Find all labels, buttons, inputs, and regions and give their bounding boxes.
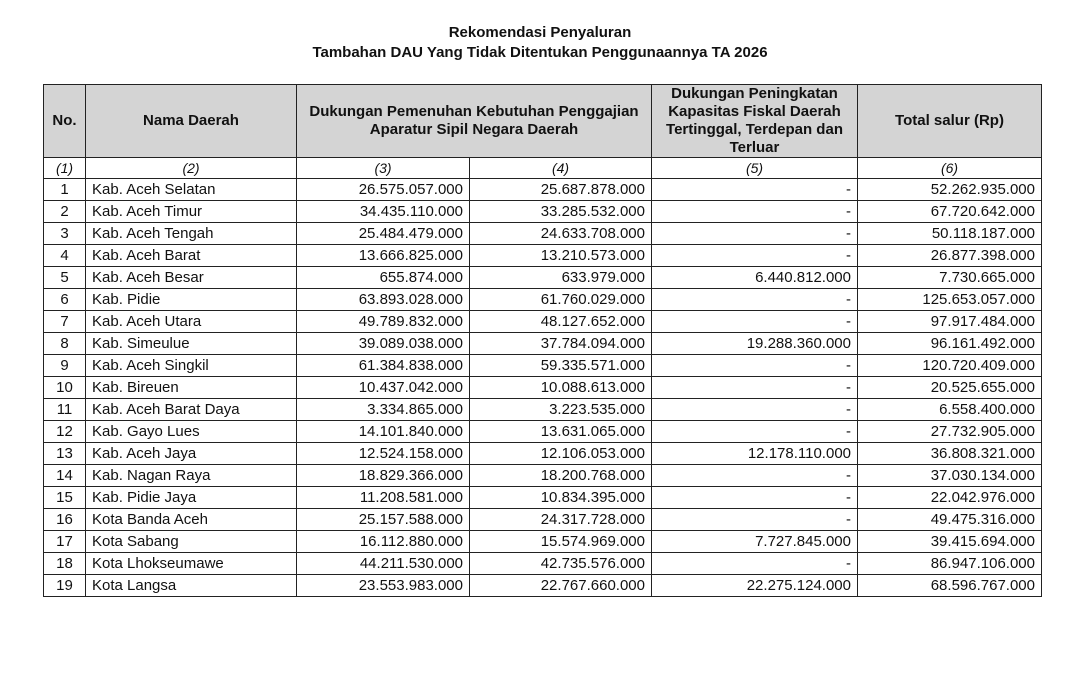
- region-name: Kab. Aceh Tengah: [86, 223, 297, 245]
- kapasitas-fiskal-value: -: [652, 289, 858, 311]
- penggajian-value-3: 63.893.028.000: [297, 289, 470, 311]
- row-number: 8: [44, 333, 86, 355]
- penggajian-value-3: 18.829.366.000: [297, 465, 470, 487]
- kapasitas-fiskal-value: 19.288.360.000: [652, 333, 858, 355]
- kapasitas-fiskal-value: 12.178.110.000: [652, 443, 858, 465]
- header-dukungan-kapasitas: Dukungan Peningkatan Kapasitas Fiskal Daerah Tertinggal, Terdepan dan Terluar: [652, 85, 858, 158]
- total-salur-value: 26.877.398.000: [858, 245, 1042, 267]
- table-row: [44, 223, 1042, 245]
- penggajian-value-3: 12.524.158.000: [297, 443, 470, 465]
- penggajian-value-4: 22.767.660.000: [470, 575, 652, 597]
- penggajian-value-3: 25.484.479.000: [297, 223, 470, 245]
- column-number: (6): [858, 158, 1042, 179]
- total-salur-value: 97.917.484.000: [858, 311, 1042, 333]
- row-number: 17: [44, 531, 86, 553]
- penggajian-value-4: 24.317.728.000: [470, 509, 652, 531]
- table-row: [44, 443, 1042, 465]
- region-name: Kab. Aceh Selatan: [86, 179, 297, 201]
- region-name: Kota Banda Aceh: [86, 509, 297, 531]
- penggajian-value-4: 25.687.878.000: [470, 179, 652, 201]
- table-row: [44, 355, 1042, 377]
- region-name: Kota Lhokseumawe: [86, 553, 297, 575]
- penggajian-value-4: 48.127.652.000: [470, 311, 652, 333]
- column-number: (2): [86, 158, 297, 179]
- header-dukungan-penggajian: Dukungan Pemenuhan Kebutuhan Penggajian Aparatur Sipil Negara Daerah: [297, 85, 652, 158]
- row-number: 6: [44, 289, 86, 311]
- table-row: [44, 179, 1042, 201]
- penggajian-value-4: 10.088.613.000: [470, 377, 652, 399]
- penggajian-value-4: 18.200.768.000: [470, 465, 652, 487]
- penggajian-value-3: 61.384.838.000: [297, 355, 470, 377]
- kapasitas-fiskal-value: -: [652, 311, 858, 333]
- penggajian-value-3: 39.089.038.000: [297, 333, 470, 355]
- region-name: Kab. Aceh Timur: [86, 201, 297, 223]
- kapasitas-fiskal-value: -: [652, 377, 858, 399]
- column-number: (3): [297, 158, 470, 179]
- table-row: [44, 487, 1042, 509]
- region-name: Kab. Aceh Singkil: [86, 355, 297, 377]
- penggajian-value-4: 42.735.576.000: [470, 553, 652, 575]
- total-salur-value: 49.475.316.000: [858, 509, 1042, 531]
- allocation-table: [43, 84, 1042, 597]
- row-number: 10: [44, 377, 86, 399]
- region-name: Kab. Simeulue: [86, 333, 297, 355]
- table-row: [44, 289, 1042, 311]
- penggajian-value-3: 34.435.110.000: [297, 201, 470, 223]
- kapasitas-fiskal-value: -: [652, 465, 858, 487]
- column-number-row: [44, 158, 1042, 179]
- penggajian-value-4: 61.760.029.000: [470, 289, 652, 311]
- penggajian-value-3: 11.208.581.000: [297, 487, 470, 509]
- kapasitas-fiskal-value: -: [652, 355, 858, 377]
- penggajian-value-3: 25.157.588.000: [297, 509, 470, 531]
- total-salur-value: 22.042.976.000: [858, 487, 1042, 509]
- column-number: (1): [44, 158, 86, 179]
- region-name: Kab. Aceh Barat Daya: [86, 399, 297, 421]
- table-row: [44, 267, 1042, 289]
- region-name: Kota Sabang: [86, 531, 297, 553]
- table-row: [44, 575, 1042, 597]
- region-name: Kab. Pidie Jaya: [86, 487, 297, 509]
- total-salur-value: 6.558.400.000: [858, 399, 1042, 421]
- table-row: [44, 509, 1042, 531]
- region-name: Kab. Aceh Jaya: [86, 443, 297, 465]
- penggajian-value-3: 655.874.000: [297, 267, 470, 289]
- penggajian-value-3: 49.789.832.000: [297, 311, 470, 333]
- row-number: 15: [44, 487, 86, 509]
- total-salur-value: 86.947.106.000: [858, 553, 1042, 575]
- total-salur-value: 68.596.767.000: [858, 575, 1042, 597]
- penggajian-value-4: 24.633.708.000: [470, 223, 652, 245]
- row-number: 5: [44, 267, 86, 289]
- column-number: (5): [652, 158, 858, 179]
- row-number: 11: [44, 399, 86, 421]
- row-number: 13: [44, 443, 86, 465]
- penggajian-value-4: 15.574.969.000: [470, 531, 652, 553]
- row-number: 9: [44, 355, 86, 377]
- penggajian-value-4: 33.285.532.000: [470, 201, 652, 223]
- row-number: 4: [44, 245, 86, 267]
- kapasitas-fiskal-value: 6.440.812.000: [652, 267, 858, 289]
- kapasitas-fiskal-value: -: [652, 399, 858, 421]
- table-row: [44, 311, 1042, 333]
- penggajian-value-4: 10.834.395.000: [470, 487, 652, 509]
- kapasitas-fiskal-value: -: [652, 179, 858, 201]
- total-salur-value: 96.161.492.000: [858, 333, 1042, 355]
- penggajian-value-4: 13.210.573.000: [470, 245, 652, 267]
- penggajian-value-4: 13.631.065.000: [470, 421, 652, 443]
- table-row: [44, 333, 1042, 355]
- header-nama-daerah: Nama Daerah: [86, 85, 297, 158]
- document-title: Rekomendasi Penyaluran: [448, 24, 632, 41]
- row-number: 3: [44, 223, 86, 245]
- header-total-salur: Total salur (Rp): [858, 85, 1042, 158]
- kapasitas-fiskal-value: 7.727.845.000: [652, 531, 858, 553]
- total-salur-value: 50.118.187.000: [858, 223, 1042, 245]
- header-no: No.: [44, 85, 86, 158]
- row-number: 12: [44, 421, 86, 443]
- table-body: [44, 179, 1042, 597]
- total-salur-value: 36.808.321.000: [858, 443, 1042, 465]
- penggajian-value-4: 12.106.053.000: [470, 443, 652, 465]
- total-salur-value: 20.525.655.000: [858, 377, 1042, 399]
- penggajian-value-3: 14.101.840.000: [297, 421, 470, 443]
- penggajian-value-4: 59.335.571.000: [470, 355, 652, 377]
- region-name: Kab. Aceh Utara: [86, 311, 297, 333]
- total-salur-value: 7.730.665.000: [858, 267, 1042, 289]
- table-row: [44, 399, 1042, 421]
- row-number: 16: [44, 509, 86, 531]
- kapasitas-fiskal-value: -: [652, 509, 858, 531]
- region-name: Kab. Gayo Lues: [86, 421, 297, 443]
- table-row: [44, 465, 1042, 487]
- total-salur-value: 52.262.935.000: [858, 179, 1042, 201]
- row-number: 19: [44, 575, 86, 597]
- region-name: Kab. Pidie: [86, 289, 297, 311]
- row-number: 1: [44, 179, 86, 201]
- region-name: Kab. Nagan Raya: [86, 465, 297, 487]
- table-row: [44, 245, 1042, 267]
- table-row: [44, 421, 1042, 443]
- table-row: [44, 553, 1042, 575]
- total-salur-value: 67.720.642.000: [858, 201, 1042, 223]
- region-name: Kota Langsa: [86, 575, 297, 597]
- penggajian-value-4: 633.979.000: [470, 267, 652, 289]
- document-subtitle: Tambahan DAU Yang Tidak Ditentukan Penggunaannya TA 2026: [312, 44, 768, 61]
- row-number: 14: [44, 465, 86, 487]
- penggajian-value-3: 16.112.880.000: [297, 531, 470, 553]
- row-number: 7: [44, 311, 86, 333]
- penggajian-value-3: 23.553.983.000: [297, 575, 470, 597]
- row-number: 18: [44, 553, 86, 575]
- table-row: [44, 201, 1042, 223]
- penggajian-value-3: 3.334.865.000: [297, 399, 470, 421]
- total-salur-value: 125.653.057.000: [858, 289, 1042, 311]
- kapasitas-fiskal-value: -: [652, 487, 858, 509]
- table-row: [44, 377, 1042, 399]
- kapasitas-fiskal-value: 22.275.124.000: [652, 575, 858, 597]
- penggajian-value-3: 26.575.057.000: [297, 179, 470, 201]
- table-row: [44, 531, 1042, 553]
- penggajian-value-4: 3.223.535.000: [470, 399, 652, 421]
- total-salur-value: 120.720.409.000: [858, 355, 1042, 377]
- kapasitas-fiskal-value: -: [652, 201, 858, 223]
- row-number: 2: [44, 201, 86, 223]
- kapasitas-fiskal-value: -: [652, 421, 858, 443]
- total-salur-value: 27.732.905.000: [858, 421, 1042, 443]
- total-salur-value: 37.030.134.000: [858, 465, 1042, 487]
- total-salur-value: 39.415.694.000: [858, 531, 1042, 553]
- kapasitas-fiskal-value: -: [652, 553, 858, 575]
- column-number: (4): [470, 158, 652, 179]
- penggajian-value-3: 44.211.530.000: [297, 553, 470, 575]
- kapasitas-fiskal-value: -: [652, 245, 858, 267]
- penggajian-value-3: 13.666.825.000: [297, 245, 470, 267]
- region-name: Kab. Bireuen: [86, 377, 297, 399]
- region-name: Kab. Aceh Barat: [86, 245, 297, 267]
- penggajian-value-3: 10.437.042.000: [297, 377, 470, 399]
- table-header-row: [44, 85, 1042, 158]
- kapasitas-fiskal-value: -: [652, 223, 858, 245]
- penggajian-value-4: 37.784.094.000: [470, 333, 652, 355]
- region-name: Kab. Aceh Besar: [86, 267, 297, 289]
